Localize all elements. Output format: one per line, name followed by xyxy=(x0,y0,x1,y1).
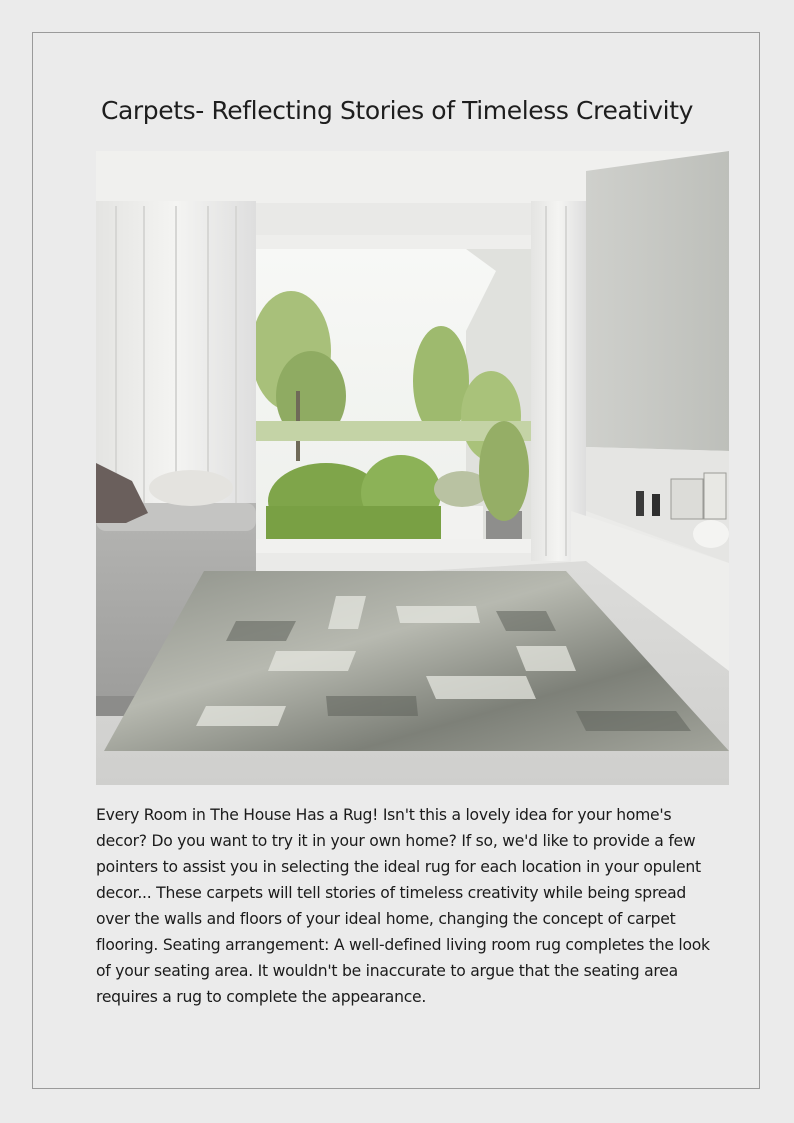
body-paragraph: Every Room in The House Has a Rug! Isn't this a lovely idea for your home's decor? Do you want to try it in your own home? If so, we'd like to provide a few pointers to assist you in selecting the ideal rug for each location in your opulent decor... These carpets will tell stories of timeless creativity while being spread over the walls and floors of your ideal home, changing the concept of carpet flooring. Seating arrangement: A well-defined living room rug completes the look of your seating area. It wouldn't be inaccurate to argue that the seating area requires a rug to complete the appearance. xyxy=(96,806,710,1006)
living-room-photo xyxy=(96,151,729,785)
page-title: Carpets- Reflecting Stories of Timeless Creativity xyxy=(100,96,694,125)
